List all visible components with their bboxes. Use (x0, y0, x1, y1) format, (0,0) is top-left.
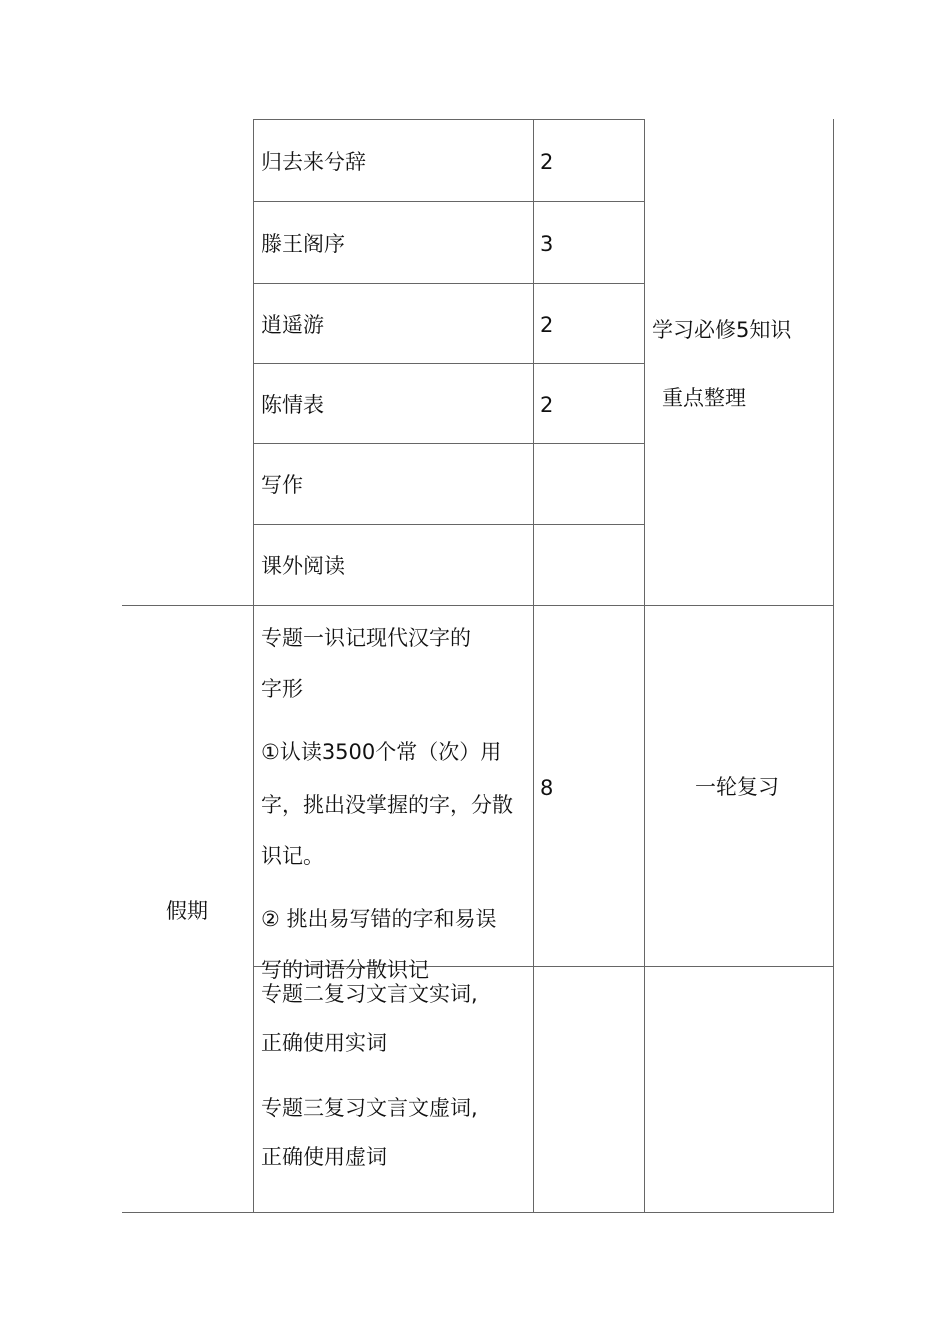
column-divider (533, 119, 534, 1213)
table-bottom-border (122, 1212, 834, 1213)
lesson-hours: 3 (540, 232, 554, 256)
row-divider (253, 119, 645, 120)
row-divider (253, 201, 645, 202)
topic1-text: 字，挑出没掌握的字，分散 (261, 793, 513, 817)
period-label: 假期 (166, 899, 208, 923)
topic2-text: 正确使用虚词 (261, 1145, 387, 1169)
lesson-title: 课外阅读 (261, 554, 345, 578)
topic1-text: 专题一识记现代汉字的 (261, 626, 471, 650)
lesson-hours: 2 (540, 313, 554, 337)
topic1-cell (254, 606, 533, 982)
lesson-hours: 2 (540, 150, 554, 174)
section1-note: 学习必修5知识 (652, 318, 792, 342)
topic2-text: 专题二复习文言文实词, (261, 982, 478, 1006)
lesson-title: 滕王阁序 (261, 232, 345, 256)
section1-note: 重点整理 (662, 386, 746, 410)
row-divider (253, 443, 645, 444)
row-divider (253, 363, 645, 364)
column-divider (644, 119, 645, 1213)
lesson-hours: 2 (540, 393, 554, 417)
lesson-title: 归去来兮辞 (261, 150, 366, 174)
row-divider (253, 283, 645, 284)
topic2-text: 专题三复习文言文虚词, (261, 1096, 478, 1120)
topic1-text: ② 挑出易写错的字和易误 (261, 907, 497, 931)
topic1-text: 字形 (261, 677, 303, 701)
topic2-text: 正确使用实词 (261, 1031, 387, 1055)
row-divider (253, 524, 645, 525)
lesson-title: 陈情表 (261, 393, 324, 417)
topic1-text: 识记。 (261, 844, 324, 868)
topic1-hours: 8 (540, 776, 554, 800)
topic1-note: 一轮复习 (695, 775, 779, 799)
topic1-text: ①认读3500个常（次）用 (261, 740, 502, 764)
topic1-text: 写的词语分散识记 (261, 958, 429, 982)
lesson-title: 写作 (261, 473, 303, 497)
table-right-border (833, 119, 834, 1213)
lesson-title: 逍遥游 (261, 313, 324, 337)
